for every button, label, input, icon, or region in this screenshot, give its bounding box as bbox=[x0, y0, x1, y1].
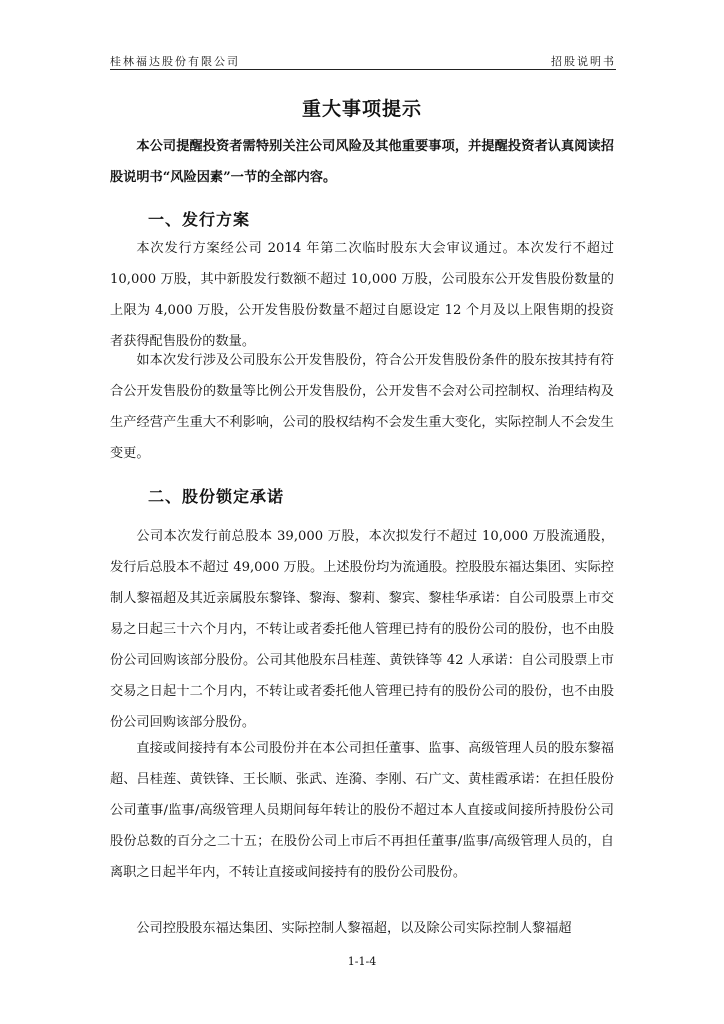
page-title: 重大事项提示 bbox=[301, 98, 422, 120]
paragraph-issuance-plan: 本次发行方案经公司 2014 年第二次临时股东大会审议通过。本次发行不超过 10,000 万股，其中新股发行数额不超过 10,000 万股，公司股东公开发售股份数量的上限为 4,000 万股，公开发售股份数量不超过自愿设定 12 个月及以上限售期的投资者获得配售股份的数量。 bbox=[110, 241, 614, 349]
paragraph-lockup-controller: 公司控股股东福达集团、实际控制人黎福超，以及除公司实际控制人黎福超 bbox=[136, 921, 572, 936]
header-doc-type: 招股说明书 bbox=[551, 55, 616, 68]
paragraph-lockup-directors: 直接或间接持有本公司股份并在本公司担任董事、监事、高级管理人员的股东黎福超、吕桂莲、黄铁锋、王长顺、张武、连漪、李刚、石广文、黄桂霞承诺：在担任股份公司董事/监事/高级管理人员期间每年转让的股份不超过本人直接或间接所持股份公司股份总数的百分之二十五；在股份公司上市后不再担任董事/监事/高级管理人员的，自离职之日起半年内，不转让直接或间接持有的股份公司股份。 bbox=[110, 741, 614, 880]
section-heading-issuance: 一、发行方案 bbox=[148, 210, 251, 229]
paragraph-public-offering: 如本次发行涉及公司股东公开发售股份，符合公开发售股份条件的股东按其持有符合公开发售股份的数量等比例公开发售股份，公开发售不会对公司控制权、治理结构及生产经营产生重大不利影响，公司的股权结构不会发生重大变化，实际控制人不会发生变更。 bbox=[110, 353, 614, 461]
page-number: 1-1-4 bbox=[347, 955, 377, 968]
section-heading-lockup: 二、股份锁定承诺 bbox=[148, 487, 285, 506]
paragraph-lockup-shareholders: 公司本次发行前总股本 39,000 万股，本次拟发行不超过 10,000 万股流通股，发行后总股本不超过 49,000 万股。上述股份均为流通股。控股股东福达集团、实际控制人黎福超及其近亲属股东黎锋、黎海、黎莉、黎宾、黎桂华承诺：自公司股票上市交易之日起三十六个月内，不转让或者委托他人管理已持有的股份公司的股份，也不由股份公司回购该部分股份。公司其他股东吕桂莲、黄铁锋等 42 人承诺：自公司股票上市交易之日起十二个月内，不转让或者委托他人管理已持有的股份公司的股份，也不由股份公司回购该部分股份。 bbox=[110, 529, 614, 730]
page-header bbox=[110, 49, 616, 70]
intro-paragraph: 本公司提醒投资者需特别关注公司风险及其他重要事项，并提醒投资者认真阅读招股说明书“风险因素”一节的全部内容。 bbox=[110, 139, 614, 185]
header-company: 桂林福达股份有限公司 bbox=[110, 55, 240, 68]
